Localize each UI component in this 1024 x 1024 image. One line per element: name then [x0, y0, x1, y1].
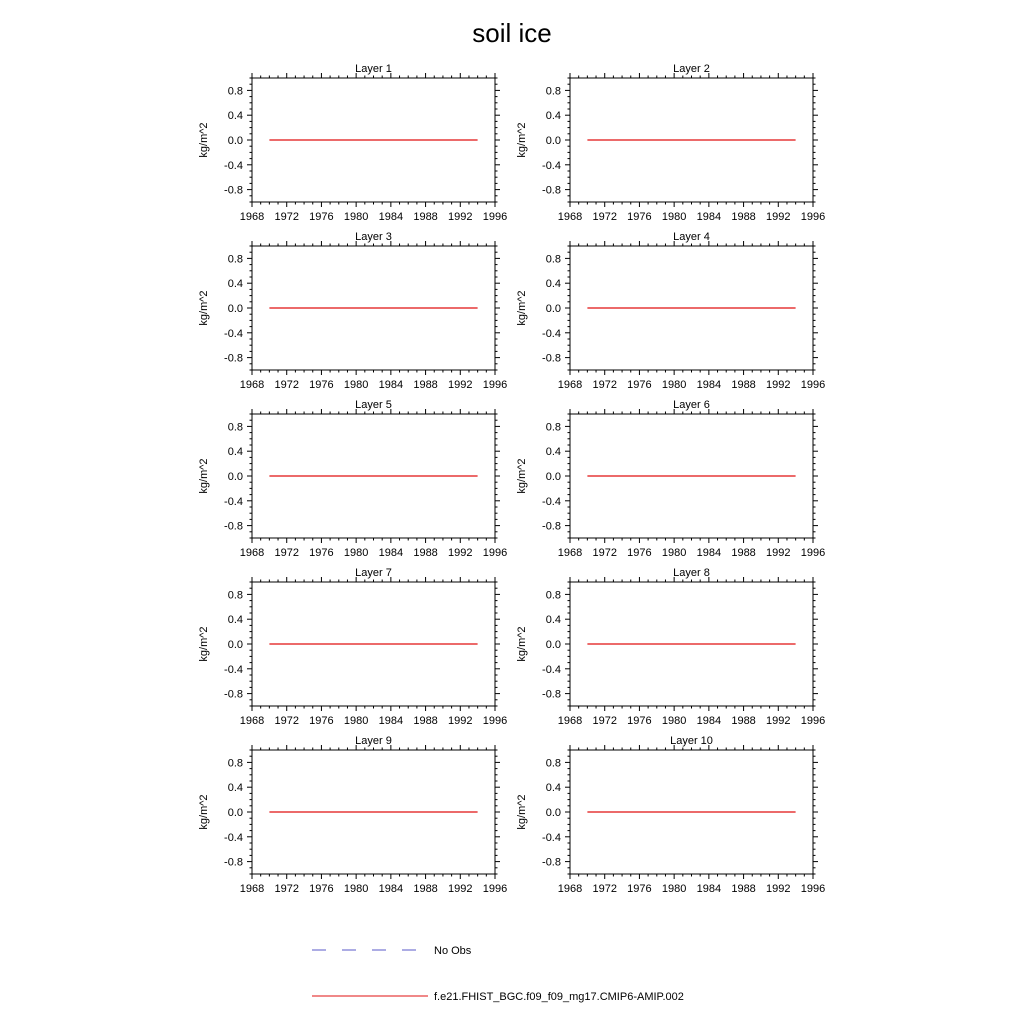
y-axis-label: kg/m^2 — [516, 626, 528, 662]
panel-title: Layer 9 — [355, 735, 392, 747]
x-tick-label: 1992 — [448, 715, 473, 727]
x-tick-label: 1984 — [696, 883, 722, 895]
y-tick-label: -0.8 — [224, 520, 243, 533]
x-tick-label: 1976 — [627, 211, 652, 223]
x-tick-label: 1976 — [309, 379, 334, 391]
x-tick-label: 1984 — [378, 715, 404, 727]
x-tick-label: 1988 — [731, 883, 756, 895]
x-tick-label: 1992 — [766, 211, 791, 223]
x-tick-label: 1968 — [557, 883, 583, 895]
x-tick-label: 1992 — [766, 379, 791, 391]
x-tick-label: 1972 — [592, 883, 617, 895]
y-tick-label: 0.8 — [227, 85, 243, 98]
y-axis-label: kg/m^2 — [198, 794, 210, 830]
y-tick-label: -0.8 — [224, 352, 243, 365]
y-tick-label: -0.8 — [542, 520, 561, 533]
y-tick-label: 0.0 — [545, 135, 561, 147]
y-tick-label: -0.8 — [542, 352, 561, 365]
y-tick-label: 0.8 — [545, 757, 561, 770]
y-tick-label: -0.4 — [224, 663, 243, 676]
x-tick-label: 1968 — [239, 715, 265, 727]
x-tick-label: 1984 — [378, 211, 404, 223]
x-tick-label: 1972 — [274, 715, 299, 727]
x-tick-label: 1988 — [731, 379, 756, 391]
y-tick-label: -0.4 — [542, 831, 561, 844]
y-tick-label: -0.8 — [542, 184, 561, 197]
x-tick-label: 1984 — [378, 883, 404, 895]
y-tick-label: 0.4 — [545, 614, 561, 627]
x-tick-label: 1988 — [731, 547, 756, 559]
y-tick-label: 0.8 — [545, 85, 561, 98]
panel-layer-8 — [516, 567, 825, 727]
panel-layer-7 — [198, 567, 507, 727]
panel-layer-4 — [516, 231, 825, 391]
y-tick-label: 0.4 — [545, 110, 561, 123]
x-tick-label: 1968 — [239, 211, 265, 223]
y-tick-label: -0.4 — [542, 327, 561, 340]
y-tick-label: 0.8 — [227, 421, 243, 434]
x-tick-label: 1980 — [661, 547, 687, 559]
panel-title: Layer 1 — [355, 63, 392, 75]
panel-layer-2 — [516, 63, 825, 223]
panel-title: Layer 8 — [673, 567, 710, 579]
y-tick-label: 0.4 — [545, 278, 561, 291]
y-tick-label: 0.8 — [227, 253, 243, 266]
x-tick-label: 1972 — [274, 379, 299, 391]
y-tick-label: 0.0 — [545, 303, 561, 315]
y-tick-label: 0.0 — [227, 135, 243, 147]
y-tick-label: 0.4 — [227, 278, 243, 291]
y-tick-label: 0.4 — [545, 446, 561, 459]
y-axis-label: kg/m^2 — [198, 290, 210, 326]
x-tick-label: 1992 — [448, 211, 473, 223]
panel-title: Layer 5 — [355, 399, 392, 411]
panel-layer-1 — [198, 63, 507, 223]
x-tick-label: 1984 — [696, 211, 722, 223]
panel-title: Layer 3 — [355, 231, 392, 243]
panel-layer-6 — [516, 399, 825, 559]
x-tick-label: 1976 — [309, 715, 334, 727]
legend-label: No Obs — [434, 945, 472, 957]
panels — [198, 63, 825, 895]
panel-title: Layer 6 — [673, 399, 710, 411]
x-tick-label: 1988 — [731, 715, 756, 727]
x-tick-label: 1980 — [343, 211, 369, 223]
y-tick-label: 0.8 — [545, 253, 561, 266]
x-tick-label: 1968 — [557, 379, 583, 391]
x-tick-label: 1980 — [343, 883, 369, 895]
x-tick-label: 1996 — [800, 211, 826, 223]
y-tick-label: -0.8 — [542, 688, 561, 701]
x-tick-label: 1996 — [482, 211, 508, 223]
y-tick-label: 0.0 — [227, 471, 243, 483]
x-tick-label: 1980 — [343, 547, 369, 559]
y-tick-label: 0.4 — [227, 110, 243, 123]
x-tick-label: 1968 — [557, 547, 583, 559]
y-tick-label: 0.0 — [545, 807, 561, 819]
panel-layer-3 — [198, 231, 507, 391]
x-tick-label: 1984 — [696, 547, 722, 559]
y-tick-label: 0.8 — [227, 589, 243, 602]
panel-title: Layer 7 — [355, 567, 392, 579]
y-tick-label: 0.0 — [545, 639, 561, 651]
y-tick-label: 0.4 — [545, 782, 561, 795]
y-tick-label: -0.4 — [542, 663, 561, 676]
x-tick-label: 1980 — [661, 211, 687, 223]
x-tick-label: 1976 — [309, 211, 334, 223]
x-tick-label: 1988 — [413, 883, 438, 895]
panel-title: Layer 4 — [673, 231, 710, 243]
legend — [312, 945, 684, 1003]
x-tick-label: 1972 — [592, 211, 617, 223]
x-tick-label: 1996 — [482, 883, 508, 895]
x-tick-label: 1996 — [482, 715, 508, 727]
x-tick-label: 1988 — [413, 211, 438, 223]
y-tick-label: 0.4 — [227, 614, 243, 627]
x-tick-label: 1988 — [413, 379, 438, 391]
x-tick-label: 1968 — [557, 715, 583, 727]
x-tick-label: 1992 — [448, 883, 473, 895]
x-tick-label: 1976 — [309, 547, 334, 559]
x-tick-label: 1984 — [378, 379, 404, 391]
y-axis-label: kg/m^2 — [516, 794, 528, 830]
panel-title: Layer 10 — [670, 735, 713, 747]
x-tick-label: 1996 — [800, 883, 826, 895]
x-tick-label: 1992 — [766, 715, 791, 727]
y-tick-label: 0.0 — [227, 807, 243, 819]
x-tick-label: 1996 — [800, 547, 826, 559]
figure-title: soil ice — [472, 18, 552, 48]
x-tick-label: 1976 — [627, 547, 652, 559]
y-tick-label: 0.8 — [227, 757, 243, 770]
x-tick-label: 1988 — [413, 547, 438, 559]
y-tick-label: -0.8 — [224, 856, 243, 869]
y-axis-label: kg/m^2 — [516, 458, 528, 494]
x-tick-label: 1972 — [274, 211, 299, 223]
y-axis-label: kg/m^2 — [198, 122, 210, 158]
x-tick-label: 1968 — [239, 379, 265, 391]
x-tick-label: 1988 — [413, 715, 438, 727]
x-tick-label: 1984 — [378, 547, 404, 559]
panel-layer-5 — [198, 399, 507, 559]
x-tick-label: 1972 — [592, 379, 617, 391]
x-tick-label: 1996 — [800, 715, 826, 727]
x-tick-label: 1996 — [800, 379, 826, 391]
x-tick-label: 1976 — [627, 883, 652, 895]
x-tick-label: 1996 — [482, 547, 508, 559]
y-axis-label: kg/m^2 — [198, 458, 210, 494]
y-tick-label: -0.4 — [542, 159, 561, 172]
x-tick-label: 1968 — [239, 547, 265, 559]
y-tick-label: 0.8 — [545, 421, 561, 434]
x-tick-label: 1976 — [627, 715, 652, 727]
x-tick-label: 1980 — [661, 715, 687, 727]
legend-item — [312, 945, 472, 957]
y-axis-label: kg/m^2 — [516, 290, 528, 326]
y-tick-label: -0.4 — [224, 327, 243, 340]
y-tick-label: -0.8 — [542, 856, 561, 869]
x-tick-label: 1976 — [627, 379, 652, 391]
y-axis-label: kg/m^2 — [198, 626, 210, 662]
panel-layer-10 — [516, 735, 825, 895]
x-tick-label: 1996 — [482, 379, 508, 391]
x-tick-label: 1992 — [448, 547, 473, 559]
x-tick-label: 1972 — [274, 547, 299, 559]
y-tick-label: -0.8 — [224, 184, 243, 197]
x-tick-label: 1976 — [309, 883, 334, 895]
legend-item — [312, 991, 684, 1003]
y-tick-label: 0.8 — [545, 589, 561, 602]
x-tick-label: 1984 — [696, 715, 722, 727]
y-axis-label: kg/m^2 — [516, 122, 528, 158]
x-tick-label: 1968 — [557, 211, 583, 223]
x-tick-label: 1980 — [343, 379, 369, 391]
x-tick-label: 1972 — [592, 715, 617, 727]
x-tick-label: 1984 — [696, 379, 722, 391]
legend-label: f.e21.FHIST_BGC.f09_f09_mg17.CMIP6-AMIP.002 — [434, 991, 684, 1003]
y-tick-label: -0.4 — [224, 495, 243, 508]
y-tick-label: 0.4 — [227, 446, 243, 459]
y-tick-label: -0.8 — [224, 688, 243, 701]
panel-title: Layer 2 — [673, 63, 710, 75]
x-tick-label: 1972 — [274, 883, 299, 895]
x-tick-label: 1988 — [731, 211, 756, 223]
y-tick-label: 0.0 — [545, 471, 561, 483]
x-tick-label: 1968 — [239, 883, 265, 895]
panel-layer-9 — [198, 735, 507, 895]
x-tick-label: 1992 — [448, 379, 473, 391]
x-tick-label: 1992 — [766, 547, 791, 559]
y-tick-label: 0.4 — [227, 782, 243, 795]
y-tick-label: 0.0 — [227, 303, 243, 315]
x-tick-label: 1980 — [343, 715, 369, 727]
x-tick-label: 1980 — [661, 883, 687, 895]
y-tick-label: -0.4 — [542, 495, 561, 508]
y-tick-label: -0.4 — [224, 159, 243, 172]
x-tick-label: 1980 — [661, 379, 687, 391]
x-tick-label: 1992 — [766, 883, 791, 895]
x-tick-label: 1972 — [592, 547, 617, 559]
y-tick-label: -0.4 — [224, 831, 243, 844]
y-tick-label: 0.0 — [227, 639, 243, 651]
